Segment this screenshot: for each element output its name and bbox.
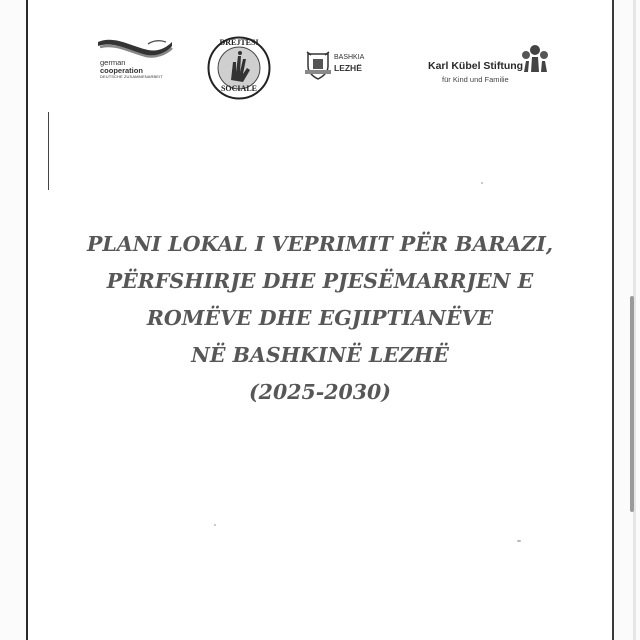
- title-line-1: PLANI LOKAL I VEPRIMIT PËR BARAZI,: [87, 232, 553, 256]
- family-figures-icon: [520, 44, 550, 74]
- giz-label-line3: DEUTSCHE ZUSAMMENARBEIT: [100, 74, 163, 79]
- scan-speck: [481, 182, 483, 184]
- giz-label-line2: cooperation: [100, 66, 143, 75]
- seal-bottom-text: SOCIALE: [220, 84, 257, 93]
- foundation-subtitle: für Kind und Familie: [442, 75, 509, 84]
- title-line-3: ROMËVE DHE EGJIPTIANËVE: [146, 306, 494, 330]
- title-line-2: PËRFSHIRJE DHE PJESËMARRJEN E: [106, 269, 534, 293]
- seal-top-text: DREJTËSI: [219, 38, 259, 47]
- german-cooperation-flag-icon: [96, 36, 176, 60]
- document-title: [60, 226, 580, 411]
- coat-of-arms-icon: [304, 50, 332, 80]
- giz-label-line1: german: [100, 58, 126, 67]
- bashkia-lezhe-logo: [304, 50, 378, 84]
- scan-speck: [517, 540, 521, 542]
- title-line-4: NË BASHKINË LEZHË: [191, 343, 449, 367]
- vertical-scrollbar[interactable]: [630, 296, 634, 512]
- title-line-5: (2025-2030): [248, 380, 392, 404]
- municipality-label: BASHKIA: [334, 54, 365, 61]
- karl-kubel-stiftung-logo: [428, 44, 550, 88]
- foundation-name: Karl Kübel Stiftung: [428, 60, 524, 72]
- german-cooperation-logo: [96, 36, 176, 86]
- scan-speck: [214, 524, 216, 526]
- municipality-name: LEZHË: [334, 63, 362, 73]
- drejtesi-sociale-seal: [207, 36, 271, 100]
- margin-rule: [48, 112, 49, 190]
